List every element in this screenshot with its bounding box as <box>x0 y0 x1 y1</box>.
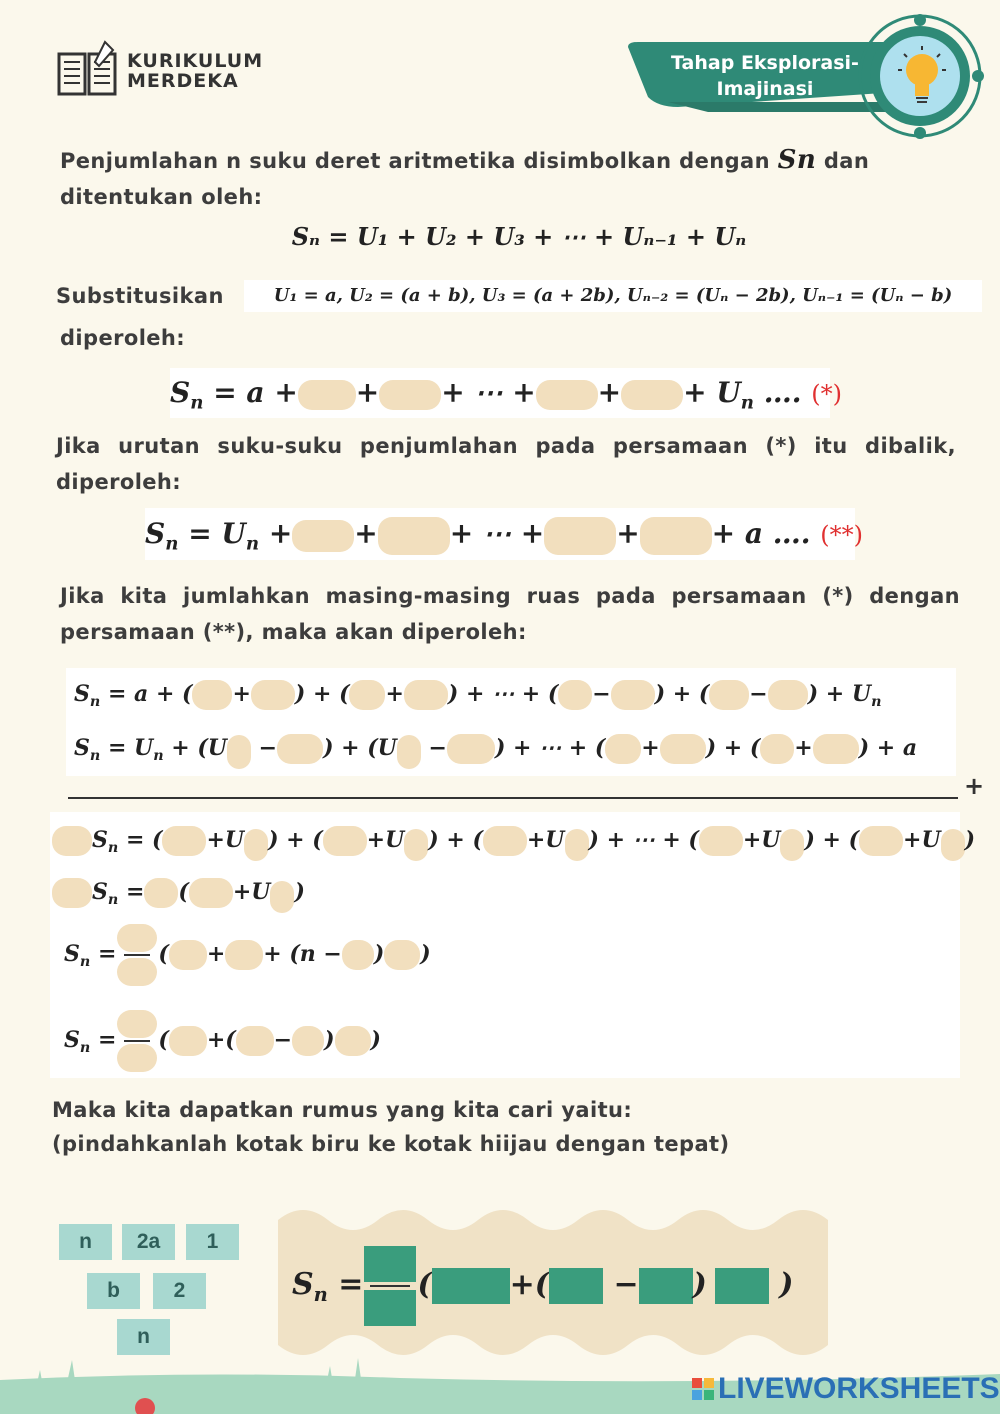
blank-slot <box>342 940 374 970</box>
blank-slot <box>169 1026 207 1056</box>
para-dibalik: Jika urutan suku-suku penjumlahan pada persamaan (*) itu dibalik, diperoleh: <box>56 434 956 494</box>
blank-slot <box>544 517 616 555</box>
drag-chip-1[interactable]: 1 <box>186 1224 239 1260</box>
blank-slot <box>189 878 233 908</box>
intro-paragraph <box>60 142 960 215</box>
drop-target-4[interactable] <box>715 1268 769 1304</box>
blank-slot <box>941 829 965 861</box>
blank-slot <box>270 881 294 913</box>
sum-row-2: $S_n = U_n + (U$ − ) + (U − ) + ⋯ + ( + ) + ( + ) + a <box>74 728 917 776</box>
eq1-tag: (*) <box>811 380 842 408</box>
blank-slot <box>780 829 804 861</box>
blank-slot <box>760 734 794 764</box>
book-icon <box>55 40 119 100</box>
answer-fraction <box>363 1246 417 1326</box>
drop-target-denominator[interactable] <box>364 1290 416 1326</box>
drop-target-3[interactable] <box>639 1268 693 1304</box>
equation-1: $S_n = a$ + + + ⋯ + + + $U_n$ …. (*) <box>170 368 830 418</box>
answer-formula: $S_n$ = ( +( − ) ) <box>292 1240 793 1330</box>
blank-slot <box>536 380 598 410</box>
blank-slot <box>558 680 592 710</box>
intro-text-3: ditentukan oleh: <box>60 185 263 209</box>
blank-slot <box>162 826 206 856</box>
blank-slot <box>384 940 420 970</box>
blank-slot <box>169 940 207 970</box>
blank-slot <box>605 734 641 764</box>
blank-slot <box>768 680 808 710</box>
substitusi-label: Substitusikan <box>56 284 224 308</box>
blank-slot <box>483 826 527 856</box>
result-row-4: $S_n$ = ( +( − ) ) <box>64 1010 381 1072</box>
drag-chip-2a[interactable]: 2a <box>122 1224 175 1260</box>
blank-slot <box>117 958 157 986</box>
intro-text-1: Penjumlahan n suku deret aritmetika disimbolkan dengan <box>60 149 770 173</box>
plus-sign: + <box>964 772 985 800</box>
blank-slot <box>236 1026 274 1056</box>
instruksi-label: (pindahkanlah kotak biru ke kotak hiijau dengan tepat) <box>52 1132 730 1156</box>
drag-chip-n-2[interactable]: n <box>117 1319 170 1355</box>
blank-slot <box>660 734 706 764</box>
diperoleh-label: diperoleh: <box>60 326 186 350</box>
blank-slot <box>117 924 157 952</box>
blank-slot <box>244 829 268 861</box>
brand-logo <box>55 40 275 100</box>
blank-slot <box>298 380 356 410</box>
blank-slot <box>323 826 367 856</box>
blank-slot <box>292 1026 324 1056</box>
result-row-3: $S_n$ = ( + + (n − ) ) <box>64 924 431 986</box>
blank-slot <box>192 680 232 710</box>
blank-slot <box>349 680 385 710</box>
blank-slot <box>277 734 323 764</box>
intro-text-2: dan <box>823 149 870 173</box>
liveworksheets-logo[interactable]: LIVEWORKSHEETS <box>718 1372 1000 1405</box>
brand-line1: KURIKULUM <box>127 50 264 72</box>
blank-slot <box>251 680 295 710</box>
substitusi-formula: U₁ = a, U₂ = (a + b), U₃ = (a + 2b), Uₙ₋₂ = (Uₙ − 2b), Uₙ₋₁ = (Uₙ − b) <box>244 280 982 312</box>
blank-slot <box>379 380 441 410</box>
maka-label: Maka kita dapatkan rumus yang kita cari yaitu: <box>52 1098 633 1122</box>
blank-slot <box>621 380 683 410</box>
sum-row-1: $S_n = a$ + ( + ) + ( + ) + ⋯ + ( − ) + ( − ) + $U_n$ <box>74 681 882 710</box>
brand-line2: MERDEKA <box>127 70 239 92</box>
fraction <box>116 924 158 986</box>
blank-slot <box>565 829 589 861</box>
stage-badge-line1: Tahap Eksplorasi- <box>671 52 859 74</box>
result-row-1: $S_n$ = ( +U ) + ( +U ) + ( +U ) + ⋯ + ( +U ) + ( +U ) <box>52 820 975 868</box>
blank-slot <box>117 1044 157 1072</box>
blank-slot <box>117 1010 157 1038</box>
blank-slot <box>813 734 859 764</box>
blank-slot <box>378 517 450 555</box>
liveworksheets-logo-icon <box>692 1378 714 1402</box>
blank-slot <box>335 1026 371 1056</box>
blank-slot <box>640 517 712 555</box>
blank-slot <box>225 940 263 970</box>
blank-slot <box>404 680 448 710</box>
lightbulb-icon <box>896 42 948 108</box>
para-jumlah: Jika kita jumlahkan masing-masing ruas pada persamaan (*) dengan persamaan (**), maka akan diperoleh: <box>60 584 960 644</box>
intro-symbol: Sn <box>777 145 817 175</box>
blank-slot <box>52 878 92 908</box>
equation-2: $S_n = U_n$ + + + ⋯ + + + a …. (**) <box>145 508 855 560</box>
blank-slot <box>447 734 495 764</box>
drop-target-1[interactable] <box>432 1268 510 1304</box>
drag-chip-b[interactable]: b <box>87 1273 140 1309</box>
result-row-2: $S_n$ = ( +U ) <box>52 872 305 920</box>
drag-chip-2[interactable]: 2 <box>153 1273 206 1309</box>
blank-slot <box>52 826 92 856</box>
blank-slot <box>709 680 749 710</box>
blank-slot <box>397 735 421 769</box>
fraction <box>116 1010 158 1072</box>
blank-slot <box>611 680 655 710</box>
blank-slot <box>699 826 743 856</box>
sum-divider <box>68 797 958 799</box>
drop-target-numerator[interactable] <box>364 1246 416 1282</box>
blank-slot <box>292 520 354 552</box>
blank-slot <box>227 735 251 769</box>
eq2-tag: (**) <box>820 521 863 549</box>
blank-slot <box>859 826 903 856</box>
drag-chip-n[interactable]: n <box>59 1224 112 1260</box>
blank-slot <box>144 878 178 908</box>
blank-slot <box>404 829 428 861</box>
stage-badge-line2: Imajinasi <box>716 78 814 100</box>
formula-sn: Sₙ = U₁ + U₂ + U₃ + ⋯ + Uₙ₋₁ + Uₙ <box>291 222 747 251</box>
drop-target-2[interactable] <box>549 1268 603 1304</box>
